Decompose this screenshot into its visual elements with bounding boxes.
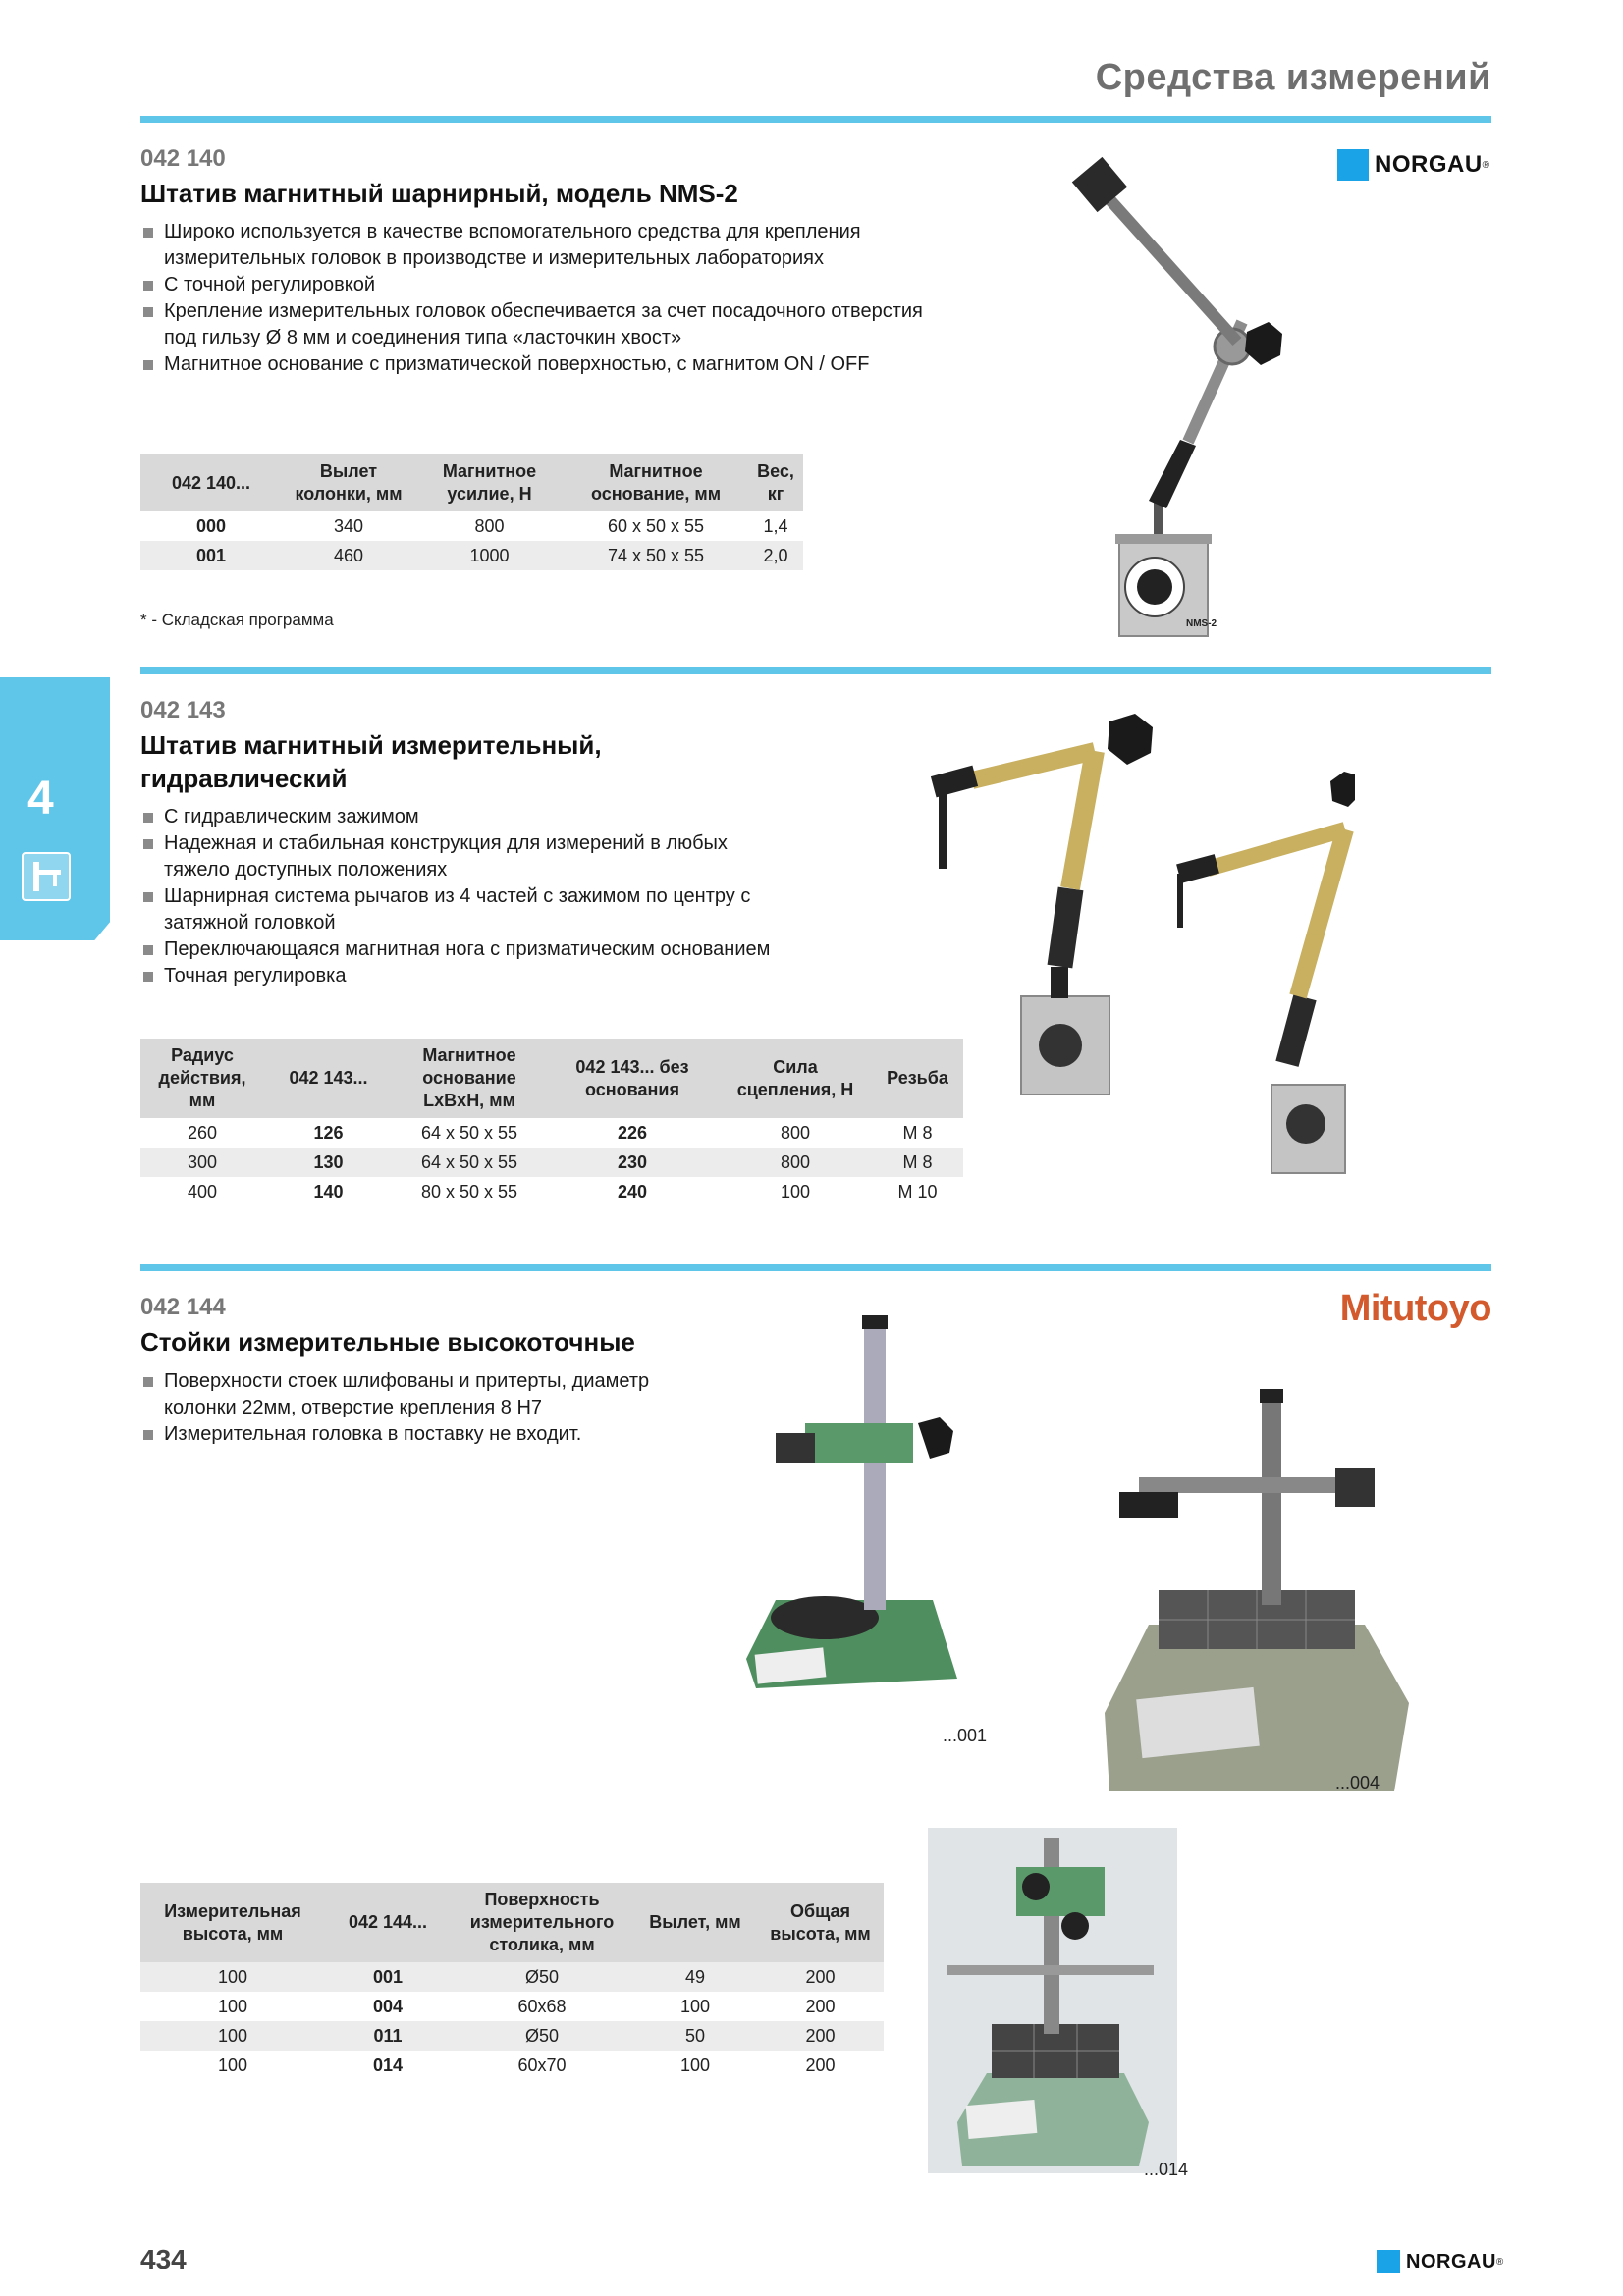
table-header-row bbox=[140, 454, 803, 511]
stock-note: * - Складская программа bbox=[140, 611, 334, 629]
table-cell: 300 bbox=[140, 1148, 264, 1177]
table-cell: 126 bbox=[264, 1118, 393, 1148]
section1-title: Штатив магнитный шарнирный, модель NMS-2 bbox=[140, 179, 738, 208]
table-cell: 50 bbox=[633, 2021, 757, 2051]
section3-table bbox=[140, 1883, 884, 2080]
section2-rule bbox=[140, 667, 1491, 674]
table-cell: 200 bbox=[757, 2051, 884, 2080]
table-cell: 400 bbox=[140, 1177, 264, 1206]
section1-code: 042 140 bbox=[140, 145, 226, 172]
table-cell: 001 bbox=[325, 1962, 451, 1992]
table-cell: 74 x 50 x 55 bbox=[564, 541, 748, 570]
table-cell: 100 bbox=[633, 1992, 757, 2021]
bullet-item: Поверхности стоек шлифованы и притерты, диаметр колонки 22мм, отверстие крепления 8 H7 bbox=[140, 1368, 690, 1421]
norgau-logo bbox=[1337, 149, 1489, 181]
table-header-row bbox=[140, 1883, 884, 1962]
page-header-title: Средства измерений bbox=[1095, 57, 1491, 98]
table-cell: 226 bbox=[546, 1118, 719, 1148]
table-row bbox=[140, 541, 803, 570]
section3-rule bbox=[140, 1264, 1491, 1271]
bullet-item: С гидравлическим зажимом bbox=[140, 804, 788, 830]
bullet-item: Точная регулировка bbox=[140, 963, 788, 989]
section2-code: 042 143 bbox=[140, 697, 226, 723]
table-cell: 60 x 50 x 55 bbox=[564, 511, 748, 541]
table-cell: 800 bbox=[415, 511, 564, 541]
table-header: Поверхность измерительного столика, мм bbox=[451, 1883, 633, 1962]
table-cell: 001 bbox=[140, 541, 282, 570]
table-cell: 200 bbox=[757, 1992, 884, 2021]
bullet-item: С точной регулировкой bbox=[140, 272, 955, 298]
table-cell: 200 bbox=[757, 2021, 884, 2051]
table-cell: 60x68 bbox=[451, 1992, 633, 2021]
table-cell: 004 bbox=[325, 1992, 451, 2021]
table-cell: 140 bbox=[264, 1177, 393, 1206]
bullet-item: Надежная и стабильная конструкция для измерений в любых тяжело доступных положениях bbox=[140, 830, 788, 883]
table-row bbox=[140, 2021, 884, 2051]
nms2-label: NMS-2 bbox=[1186, 618, 1217, 629]
comparator-stand-004-image bbox=[1100, 1379, 1414, 1801]
bullet-item: Шарнирная система рычагов из 4 частей с зажимом по центру с затяжной головкой bbox=[140, 883, 788, 936]
bullet-item: Магнитное основание с призматической поверхностью, с магнитом ON / OFF bbox=[140, 351, 955, 378]
caption-014: ...014 bbox=[1144, 2160, 1189, 2179]
table-cell: 230 bbox=[546, 1148, 719, 1177]
table-row bbox=[140, 511, 803, 541]
table-cell: 200 bbox=[757, 1962, 884, 1992]
table-header: 042 143... bbox=[264, 1039, 393, 1118]
footer-norgau-logo bbox=[1377, 2250, 1503, 2273]
caption-001: ...001 bbox=[943, 1726, 988, 1745]
caliper-icon bbox=[22, 852, 71, 901]
table-header-row bbox=[140, 1039, 963, 1118]
table-cell: 014 bbox=[325, 2051, 451, 2080]
table-cell: 1,4 bbox=[748, 511, 803, 541]
comparator-stand-014-image bbox=[928, 1828, 1177, 2173]
section3-title: Стойки измерительные высокоточные bbox=[140, 1327, 635, 1357]
table-row bbox=[140, 2051, 884, 2080]
table-cell: 100 bbox=[140, 2051, 325, 2080]
section2-bullets bbox=[140, 804, 788, 989]
section1-bullets bbox=[140, 219, 955, 378]
norgau-logo-text: NORGAU bbox=[1375, 151, 1483, 178]
table-header: 042 140... bbox=[140, 454, 282, 511]
table-cell: 100 bbox=[719, 1177, 872, 1206]
section3-bullets bbox=[140, 1368, 690, 1448]
table-cell: 64 x 50 x 55 bbox=[393, 1148, 546, 1177]
section1-table bbox=[140, 454, 803, 570]
table-cell: 130 bbox=[264, 1148, 393, 1177]
table-header: Общая высота, мм bbox=[757, 1883, 884, 1962]
norgau-logo-square bbox=[1377, 2250, 1400, 2273]
comparator-stand-001-image bbox=[736, 1306, 962, 1757]
bullet-item: Широко используется в качестве вспомогательного средства для крепления измерительных головок в производстве и измерительных лабораториях bbox=[140, 219, 955, 272]
table-header: Сила сцепления, Н bbox=[719, 1039, 872, 1118]
table-header: Магнитное усилие, Н bbox=[415, 454, 564, 511]
table-header: Резьба bbox=[872, 1039, 963, 1118]
section2-table bbox=[140, 1039, 963, 1206]
table-cell: Ø50 bbox=[451, 2021, 633, 2051]
table-cell: 2,0 bbox=[748, 541, 803, 570]
bullet-item: Измерительная головка в поставку не входит. bbox=[140, 1421, 690, 1448]
table-cell: M 10 bbox=[872, 1177, 963, 1206]
page-number: 434 bbox=[140, 2244, 187, 2274]
table-row bbox=[140, 1148, 963, 1177]
chapter-number: 4 bbox=[27, 773, 54, 825]
table-cell: 60x70 bbox=[451, 2051, 633, 2080]
table-cell: 340 bbox=[282, 511, 415, 541]
table-row bbox=[140, 1962, 884, 1992]
section3-code: 042 144 bbox=[140, 1294, 226, 1320]
table-cell: 240 bbox=[546, 1177, 719, 1206]
table-cell: Ø50 bbox=[451, 1962, 633, 1992]
nms2-stand-image bbox=[1051, 145, 1345, 646]
table-row bbox=[140, 1992, 884, 2021]
table-cell: 1000 bbox=[415, 541, 564, 570]
table-cell: 64 x 50 x 55 bbox=[393, 1118, 546, 1148]
section2-title-line1: Штатив магнитный измерительный, bbox=[140, 730, 602, 760]
table-header: Вес, кг bbox=[748, 454, 803, 511]
section2-title-line2: гидравлический bbox=[140, 764, 348, 793]
table-header: Вылет, мм bbox=[633, 1883, 757, 1962]
table-row bbox=[140, 1177, 963, 1206]
table-header: Вылет колонки, мм bbox=[282, 454, 415, 511]
table-cell: 800 bbox=[719, 1148, 872, 1177]
table-cell: 100 bbox=[140, 1962, 325, 1992]
norgau-logo-text: NORGAU bbox=[1406, 2250, 1496, 2272]
table-cell: 260 bbox=[140, 1118, 264, 1148]
table-cell: 000 bbox=[140, 511, 282, 541]
table-header: Магнитное основание LxBxH, мм bbox=[393, 1039, 546, 1118]
table-cell: 100 bbox=[633, 2051, 757, 2080]
norgau-logo-reg: ® bbox=[1482, 159, 1490, 171]
table-cell: 49 bbox=[633, 1962, 757, 1992]
table-cell: 100 bbox=[140, 2021, 325, 2051]
table-cell: M 8 bbox=[872, 1148, 963, 1177]
header-rule bbox=[140, 116, 1491, 123]
table-header: 042 144... bbox=[325, 1883, 451, 1962]
table-header: Измерительная высота, мм bbox=[140, 1883, 325, 1962]
bullet-item: Переключающаяся магнитная нога с призматическим основанием bbox=[140, 936, 788, 963]
table-cell: 800 bbox=[719, 1118, 872, 1148]
table-header: 042 143... без основания bbox=[546, 1039, 719, 1118]
table-cell: M 8 bbox=[872, 1118, 963, 1148]
bullet-item: Крепление измерительных головок обеспечивается за счет посадочного отверстия под гильзу Ø 8 мм и соединения типа «ласточкин хвост» bbox=[140, 298, 955, 351]
table-header: Магнитное основание, мм bbox=[564, 454, 748, 511]
table-cell: 460 bbox=[282, 541, 415, 570]
table-header: Радиус действия, мм bbox=[140, 1039, 264, 1118]
table-cell: 011 bbox=[325, 2021, 451, 2051]
hydraulic-stand-image bbox=[913, 702, 1355, 1183]
table-cell: 100 bbox=[140, 1992, 325, 2021]
table-cell: 80 x 50 x 55 bbox=[393, 1177, 546, 1206]
caption-004: ...004 bbox=[1335, 1773, 1380, 1792]
table-row bbox=[140, 1118, 963, 1148]
norgau-logo-reg: ® bbox=[1495, 2256, 1504, 2268]
mitutoyo-logo: Mitutoyo bbox=[1339, 1288, 1491, 1329]
